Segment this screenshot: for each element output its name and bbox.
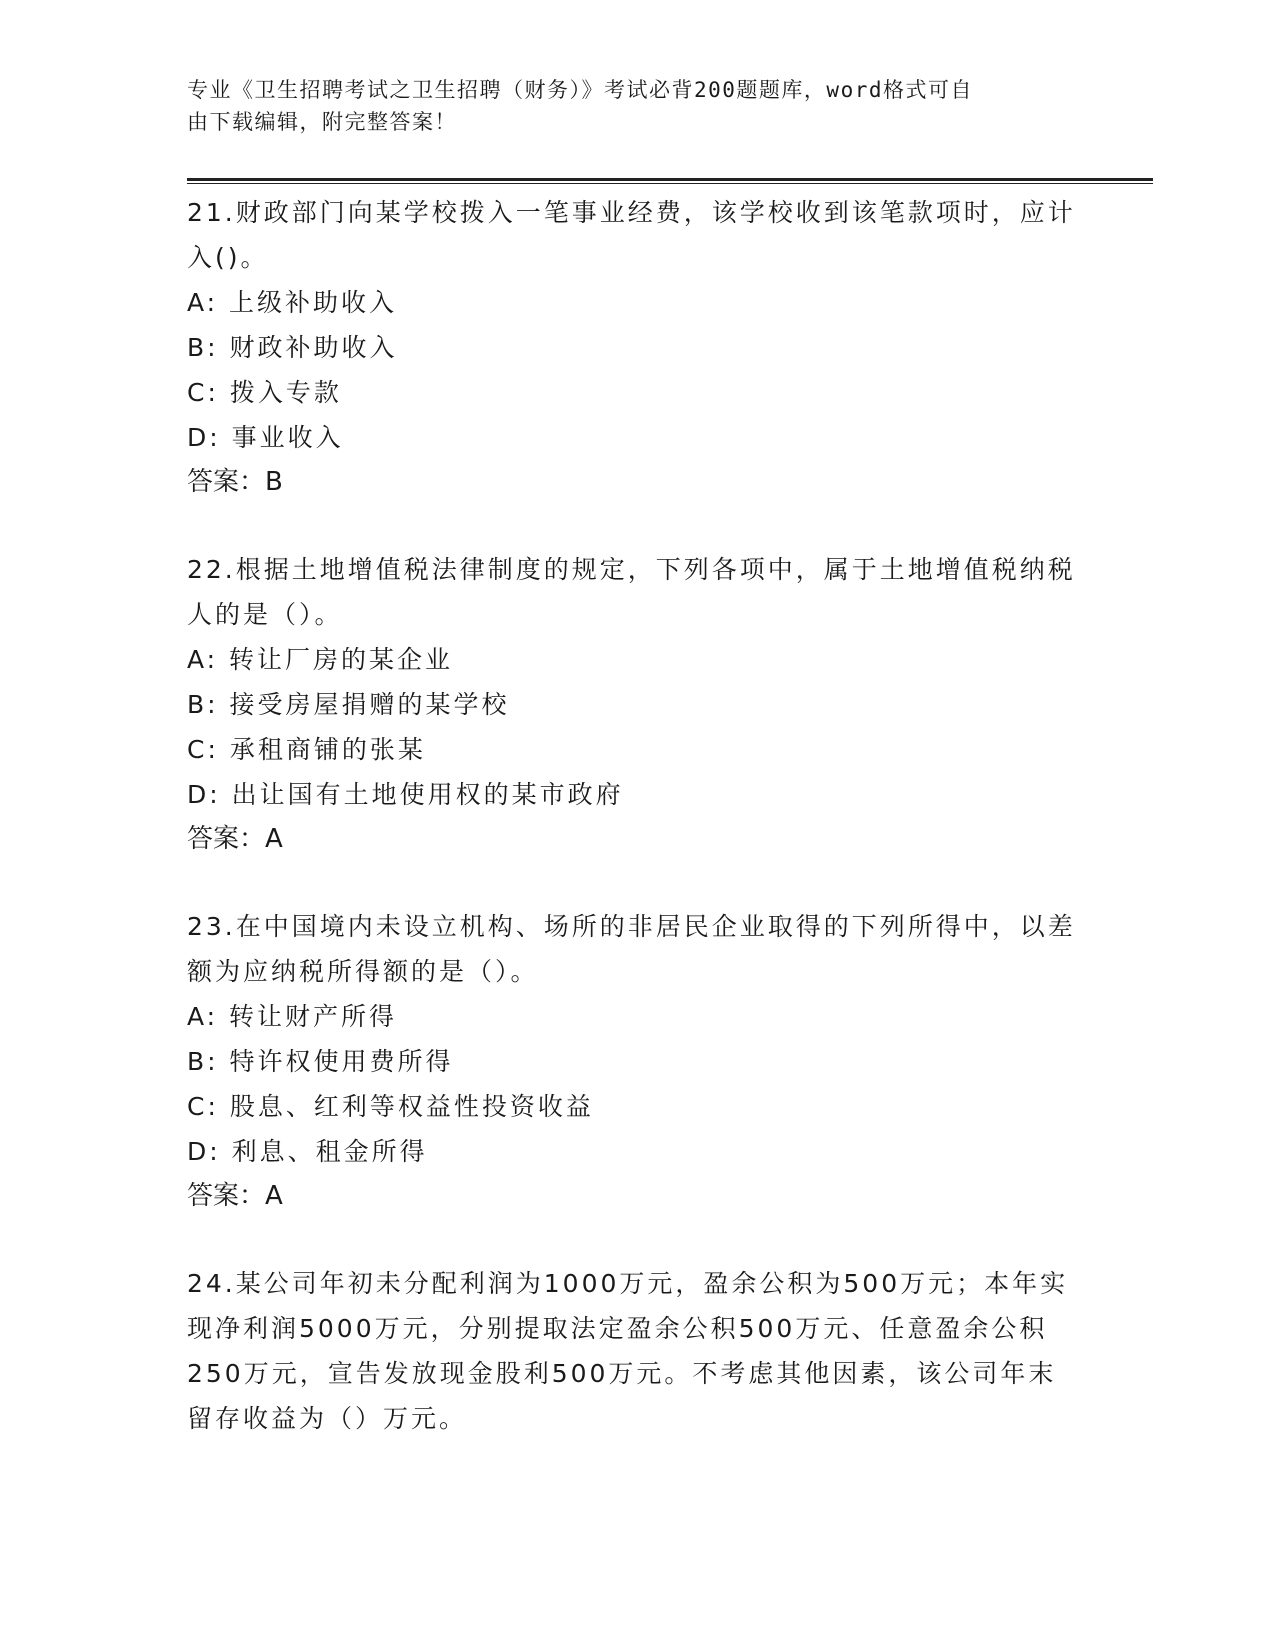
answer: 答案：A — [187, 1181, 283, 1211]
option-c: C: 承租商铺的张某 — [187, 735, 426, 764]
question-24 — [187, 1261, 1077, 1441]
option-c: C: 拨入专款 — [187, 378, 342, 407]
question-stem: 24.某公司年初未分配利润为1000万元，盈余公积为500万元；本年实现净利润5000万元，分别提取法定盈余公积500万元、任意盈余公积250万元，宣告发放现金股利500万元。不考虑其他因素，该公司年末留存收益为（）万元。 — [187, 1269, 1069, 1433]
option-d: D: 事业收入 — [187, 423, 344, 452]
option-b: B: 财政补助收入 — [187, 333, 398, 362]
question-stem: 21.财政部门向某学校拨入一笔事业经费，该学校收到该笔款项时，应计入()。 — [187, 198, 1076, 272]
question-stem: 23.在中国境内未设立机构、场所的非居民企业取得的下列所得中，以差额为应纳税所得额的是（）。 — [187, 912, 1076, 986]
option-b: B: 接受房屋捐赠的某学校 — [187, 690, 510, 719]
question-stem: 22.根据土地增值税法律制度的规定，下列各项中，属于土地增值税纳税人的是（）。 — [187, 555, 1076, 629]
option-b: B: 特许权使用费所得 — [187, 1047, 454, 1076]
option-d: D: 利息、租金所得 — [187, 1137, 428, 1166]
header-divider-thin — [187, 183, 1153, 184]
question-23 — [187, 904, 1077, 1219]
option-a: A: 转让厂房的某企业 — [187, 645, 454, 674]
question-22 — [187, 547, 1077, 862]
option-d: D: 出让国有土地使用权的某市政府 — [187, 780, 624, 809]
header-divider-thick — [187, 178, 1153, 181]
header-line-1: 专业《卫生招聘考试之卫生招聘（财务）》考试必背200题题库，word格式可自 — [187, 78, 973, 102]
question-21 — [187, 190, 1077, 505]
document-header — [187, 74, 1067, 138]
header-line-2: 由下载编辑，附完整答案！ — [187, 110, 457, 134]
option-c: C: 股息、红利等权益性投资收益 — [187, 1092, 594, 1121]
answer: 答案：B — [187, 467, 283, 497]
answer: 答案：A — [187, 824, 283, 854]
question-list — [187, 190, 1077, 1483]
option-a: A: 转让财产所得 — [187, 1002, 398, 1031]
option-a: A: 上级补助收入 — [187, 288, 398, 317]
